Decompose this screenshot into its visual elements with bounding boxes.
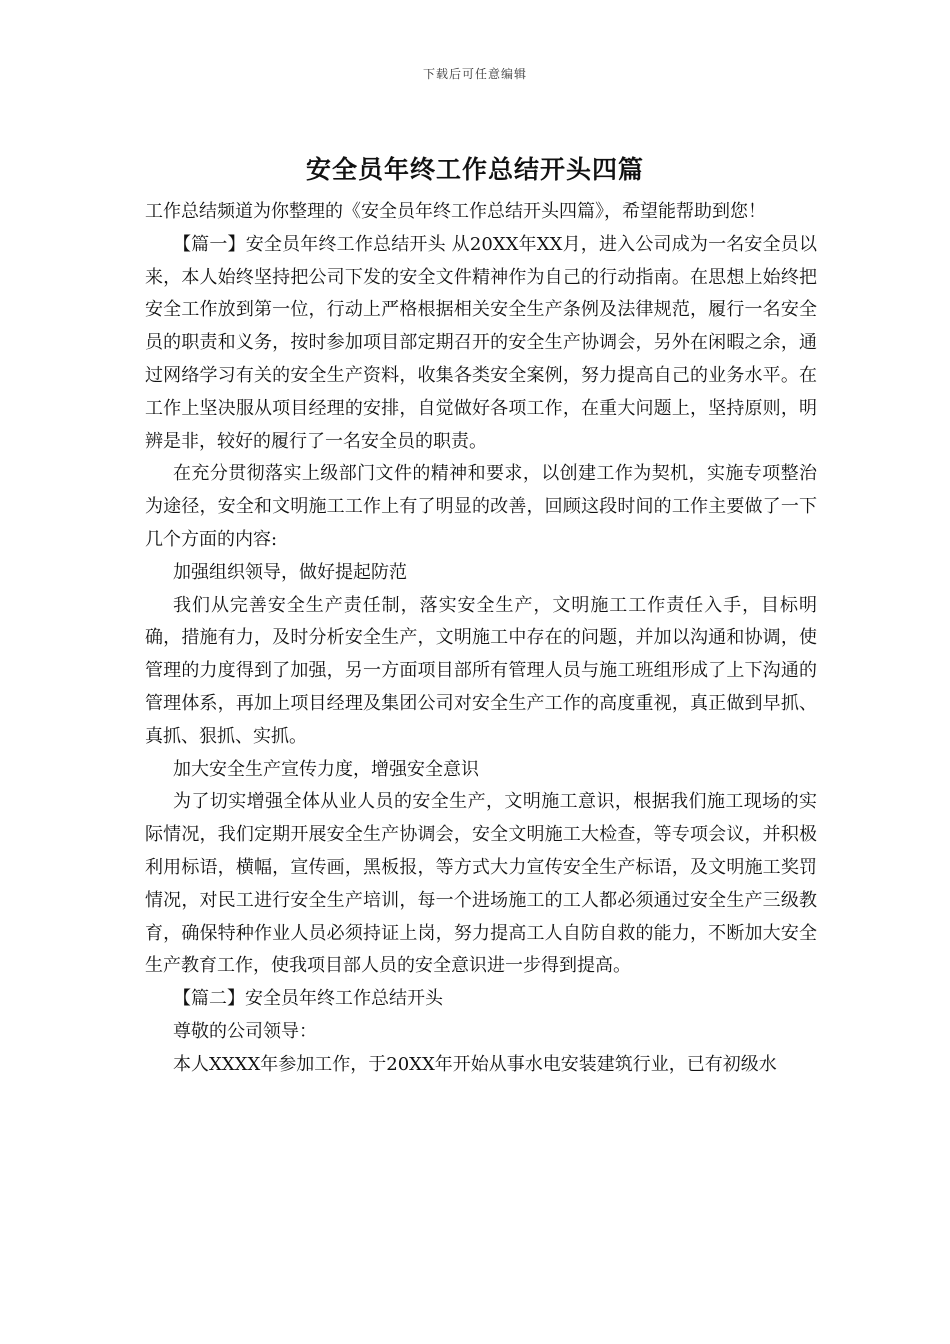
salutation: 尊敬的公司领导：: [173, 1020, 317, 1042]
body-paragraph: 为了切实增强全体从业人员的安全生产，文明施工意识，根据我们施工现场的实际情况，我们定期开展安全生产协调会，安全文明施工大检查，等专项会议，并积极利用标语，横幅，宣传画，黑板报，等方式大力宣传安全生产标语，及文明施工奖罚情况，对民工进行安全生产培训，每一个进场施工的工人都必须通过安全生产三级教育，确保特种作业人员必须持证上岗，努力提高工人自防自救的能力，不断加大安全生产教育工作，使我项目部人员的安全意识进一步得到提高。: [145, 791, 817, 977]
body-paragraph: 我们从完善安全生产责任制，落实安全生产，文明施工工作责任入手，目标明确，措施有力，及时分析安全生产，文明施工中存在的问题，并加以沟通和协调，使管理的力度得到了加强，另一方面项目部所有管理人员与施工班组形成了上下沟通的管理体系，再加上项目经理及集团公司对安全生产工作的高度重视，真正做到早抓、真抓、狠抓、实抓。: [145, 594, 817, 747]
subheading: 加大安全生产宣传力度，增强安全意识: [173, 758, 479, 780]
intro-paragraph: 工作总结频道为你整理的《安全员年终工作总结开头四篇》，希望能帮助到您！: [145, 201, 766, 222]
header-note: 下载后可任意编辑: [422, 67, 527, 81]
section-one-paragraph: 【篇一】安全员年终工作总结开头 从20XX年XX月，进入公司成为一名安全员以来，本人始终坚持把公司下发的安全文件精神作为自己的行动指南。在思想上始终把安全工作放到第一位，行动上严格根据相关安全生产条例及法律规范，履行一名安全员的职责和义务，按时参加项目部定期召开的安全生产协调会，另外在闲暇之余，通过网络学习有关的安全生产资料，收集各类安全案例，努力提高自己的业务水平。在工作上坚决服从项目经理的安排，自觉做好各项工作，在重大问题上，坚持原则，明辨是非，较好的履行了一名安全员的职责。: [145, 233, 817, 452]
body-paragraph: 在充分贯彻落实上级部门文件的精神和要求，以创建工作为契机，实施专项整治为途径，安全和文明施工工作上有了明显的改善，回顾这段时间的工作主要做了一下几个方面的内容:: [145, 463, 817, 550]
document-body: [145, 196, 817, 1082]
subheading: 加强组织领导，做好提起防范: [173, 561, 407, 583]
document-title: 安全员年终工作总结开头四篇: [305, 155, 644, 184]
body-paragraph: 本人XXXX年参加工作，于20XX年开始从事水电安装建筑行业，已有初级水: [173, 1053, 777, 1075]
section-two-heading: 【篇二】安全员年终工作总结开头: [173, 988, 443, 1010]
